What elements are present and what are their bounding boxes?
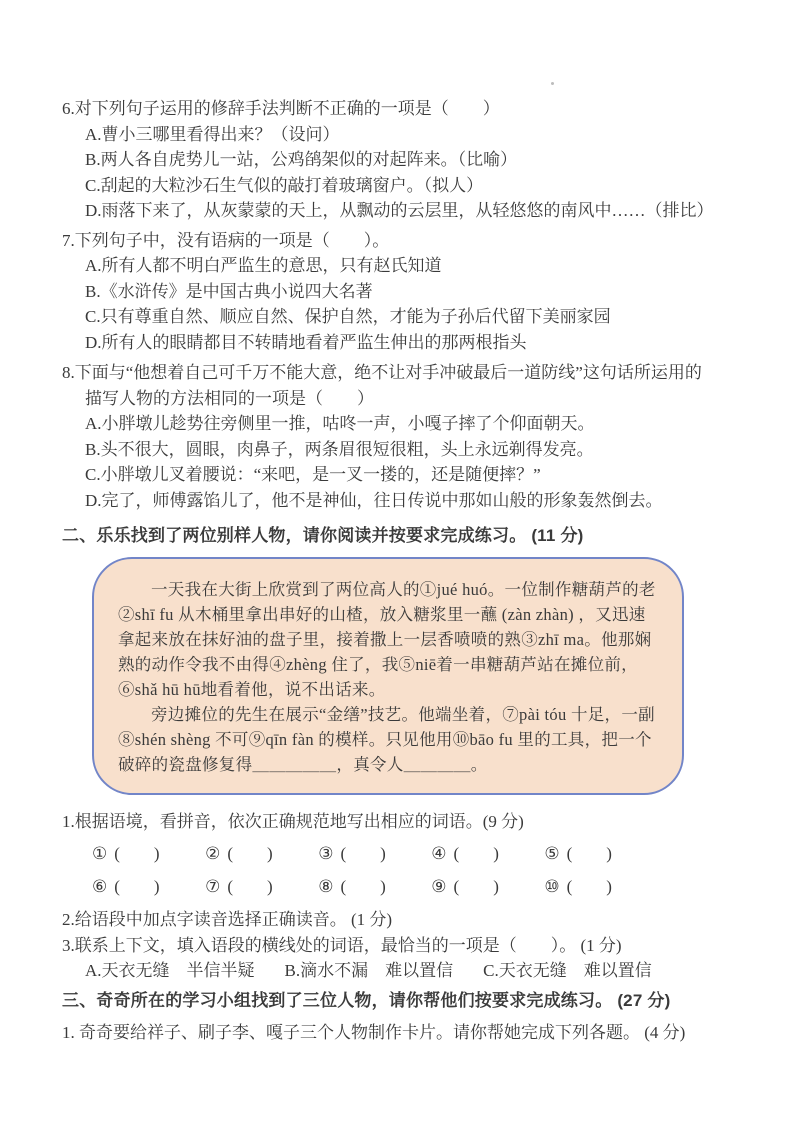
blank-label: ⑤: [544, 844, 560, 863]
question-8-option-a: A.小胖墩儿趁势往旁侧里一推，咕咚一声，小嘎子摔了个仰面朝天。: [85, 414, 595, 433]
part-three: [62, 988, 749, 1046]
question-8-option-d: D.完了，师傅露馅儿了，他不是神仙，往日传说中那如山般的形象轰然倒去。: [85, 490, 663, 510]
blank-label: ④: [431, 844, 447, 863]
part-two-title: 二、乐乐找到了两位别样人物，请你阅读并按要求完成练习。 (11 分): [62, 526, 584, 545]
part-two-q3-option-b: B.滴水不漏 难以置信: [284, 961, 454, 980]
pinyin-answer-blank-6: [92, 874, 160, 900]
blank-parentheses: ( ): [453, 876, 499, 896]
part-two: [62, 523, 749, 984]
blank-parentheses: ( ): [566, 876, 612, 896]
part-two-q3-options: [62, 958, 749, 984]
blank-parentheses: ( ): [566, 844, 612, 863]
pinyin-answer-blank-10: [544, 874, 612, 900]
blank-label: ⑨: [431, 876, 447, 896]
part-two-q3-stem: 3.联系上下文，填入语段的横线处的词语，最恰当的一项是（ ）。 (1 分): [62, 935, 622, 955]
part-two-q3-option-c: C.天衣无缝 难以置信: [483, 961, 652, 980]
blank-label: ⑧: [318, 876, 334, 896]
blank-parentheses: ( ): [340, 844, 386, 863]
question-6-option-d: D.雨落下来了，从灰蒙蒙的天上，从飘动的云层里，从轻悠悠的南风中……（排比）: [85, 201, 714, 220]
question-8-stem-line1: 8.下面与“他想着自己可千万不能大意，绝不让对手冲破最后一道防线”这句话所运用的: [62, 363, 702, 382]
passage-paragraph-1: 一天我在大街上欣赏到了两位高人的①jué huó。一位制作糖葫芦的老②shī fu 从木桶里拿出串好的山楂，放入糖浆里一蘸 (zàn zhàn) ，又迅速拿起来放在抹好油的盘子里，接着撒上一层香喷喷的熟③zhī ma。他那娴熟的动作令我不由得④zhèng 住了，我⑤niē着一串糖葫芦站在摊位前，⑥shǎ hū hū地看着他，说不出话来。: [118, 579, 656, 699]
reading-passage-box: [92, 557, 684, 795]
part-two-q2-stem: 2.给语段中加点字读音选择正确读音。 (1 分): [62, 910, 393, 929]
blank-label: ①: [92, 844, 108, 863]
pinyin-blank-row-1: [92, 841, 612, 867]
part-three-title: 三、奇奇所在的学习小组找到了三位人物，请你帮他们按要求完成练习。 (27 分): [62, 990, 671, 1010]
question-7-stem: 7.下列句子中，没有语病的一项是（ ）。: [62, 230, 390, 250]
question-8: [62, 360, 749, 513]
question-7-option-a: A.所有人都不明白严监生的意思，只有赵氏知道: [85, 256, 442, 275]
pinyin-blank-row-2: [92, 874, 612, 900]
pinyin-answer-blank-3: [318, 841, 386, 867]
blank-parentheses: ( ): [227, 844, 273, 863]
part-two-q3-option-a: A.天衣无缝 半信半疑: [85, 961, 255, 980]
blank-label: ⑩: [544, 876, 560, 896]
question-6-stem: 6.对下列句子运用的修辞手法判断不正确的一项是（ ）: [62, 99, 500, 118]
question-7-option-d: D.所有人的眼睛都目不转睛地看着严监生伸出的那两根指头: [85, 332, 527, 352]
question-8-stem-line2: 描写人物的方法相同的一项是（ ）: [85, 388, 374, 408]
part-three-q1-stem: 1. 奇奇要给祥子、刷子李、嘎子三个人物制作卡片。请你帮她完成下列各题。 (4 分): [62, 1023, 686, 1042]
pinyin-answer-blank-1: [92, 841, 160, 867]
question-8-option-b: B.头不很大，圆眼，肉鼻子，两条眉很短很粗，头上永远剃得发亮。: [85, 439, 594, 459]
question-6-option-c: C.刮起的大粒沙石生气似的敲打着玻璃窗户。（拟人）: [85, 175, 484, 195]
passage-paragraph-2: 旁边摊位的先生在展示“金缮”技艺。他端坐着，⑦pài tóu 十足，一副⑧shén shèng 不可⑨qīn fàn 的模样。只见他用⑩bāo fu 里的工具，把一个破碎的瓷盘修复得＿＿＿＿＿，真令人＿＿＿＿。: [118, 704, 655, 774]
question-6: [62, 96, 749, 224]
blank-parentheses: ( ): [227, 876, 273, 896]
question-8-option-c: C.小胖墩儿叉着腰说：“来吧，是一叉一搂的，还是随便摔？”: [85, 465, 541, 484]
pinyin-answer-blank-5: [544, 841, 612, 867]
pinyin-answer-blank-8: [318, 874, 386, 900]
pinyin-answer-blank-7: [205, 874, 273, 900]
scan-artifact-dot: [551, 82, 554, 85]
blank-parentheses: ( ): [114, 844, 160, 863]
pinyin-answer-blank-2: [205, 841, 273, 867]
blank-label: ⑥: [92, 876, 108, 896]
blank-label: ⑦: [205, 876, 221, 896]
blank-label: ②: [205, 844, 221, 863]
blank-parentheses: ( ): [453, 844, 499, 863]
question-7: [62, 228, 749, 356]
pinyin-answer-blank-9: [431, 874, 499, 900]
question-6-option-b: B.两人各自虎势儿一站，公鸡鹐架似的对起阵来。（比喻）: [85, 150, 518, 169]
question-7-option-c: C.只有尊重自然、顺应自然、保护自然，才能为子孙后代留下美丽家园: [85, 307, 611, 326]
question-7-option-b: B.《水浒传》是中国古典小说四大名著: [85, 281, 373, 301]
pinyin-answer-blank-4: [431, 841, 499, 867]
part-two-q1-stem: 1.根据语境，看拼音，依次正确规范地写出相应的词语。(9 分): [62, 811, 524, 831]
blank-parentheses: ( ): [114, 876, 160, 896]
question-6-option-a: A.曹小三哪里看得出来？（设问）: [85, 124, 340, 144]
blank-label: ③: [318, 844, 334, 863]
blank-parentheses: ( ): [340, 876, 386, 896]
